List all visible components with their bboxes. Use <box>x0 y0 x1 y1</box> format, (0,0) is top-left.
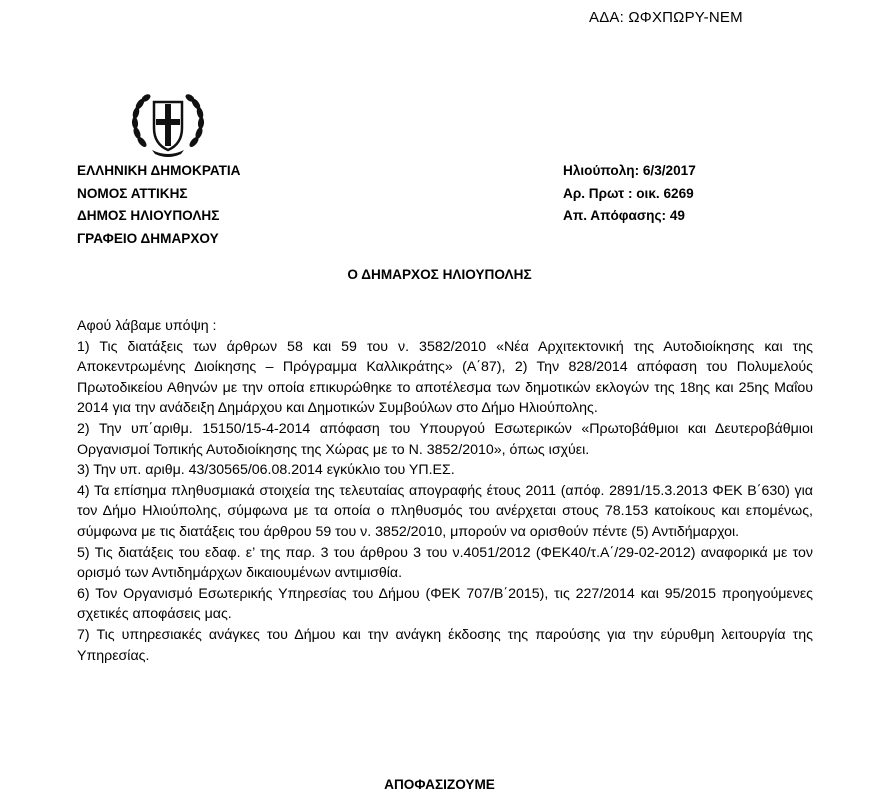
office-line: ΓΡΑΦΕΙΟ ΔΗΜΑΡΧΟΥ <box>77 230 219 246</box>
consideration-item-5: 5) Τις διατάξεις του εδαφ. ε’ της παρ. 3 του άρθρου 3 του ν.4051/2012 (ΦΕΚ40/τ.Α΄/29-02-2012) αναφορικά με τον ορισμό των Αντιδημάρχων δικαιουμένων αντιμισθία. <box>77 544 813 582</box>
considerations <box>77 316 813 666</box>
protocol-number: Αρ. Πρωτ : οικ. 6269 <box>563 185 694 201</box>
consideration-item-4: 4) Τα επίσημα πληθυσμιακά στοιχεία της τελευταίας απογραφής έτους 2011 (απόφ. 2891/15.3.2013 ΦΕΚ Β΄630) για τον Δήμο Ηλιούπολης, σύμφωνα με τα οποία ο πληθυσμός του ανέρχεται στους 78.153 κατοίκους και επομένως, σύμφωνα με τις διατάξεις του άρθρου 59 του ν. 3852/2010, μπορούν να ορισθούν πέντε (5) Αντιδήμαρχοι. <box>77 482 813 540</box>
consideration-item-2: 2) Την υπ΄αριθμ. 15150/15-4-2014 απόφαση του Υπουργού Εσωτερικών «Πρωτοβάθμιοι και Δευτεροβάθμιοι Οργανισμοί Τοπικής Αυτοδιοίκησης της Χώρας με το Ν. 3852/2010», όπως ισχύει. <box>77 420 813 458</box>
consideration-item-7: 7) Τις υπηρεσιακές ανάγκες του Δήμου και την ανάγκη έκδοσης της παρούσης για την εύρυθμη λειτουργία της Υπηρεσίας. <box>77 626 813 664</box>
ada-code: ΑΔΑ: ΩΦΧΠΩΡΥ-ΝΕΜ <box>589 9 743 26</box>
consideration-item-1: 1) Τις διατάξεις των άρθρων 58 και 59 του ν. 3582/2010 «Νέα Αρχιτεκτονική της Αυτοδιοίκησης και της Αποκεντρωμένης Διοίκησης – Πρόγραμμα Καλλικράτης» (Α΄87), 2) Την 828/2014 απόφαση του Πολυμελούς Πρωτοδικείου Αθηνών με την οποία επικυρώθηκε το αποτέλεσμα των δημοτικών εκλογών της 18ης και 25ης Μαΐου 2014 για την ανάδειξη Δημάρχου και Δημοτικών Συμβούλων στο Δήμο Ηλιούπολης. <box>77 338 813 417</box>
date-line: Ηλιούπολη: 6/3/2017 <box>563 163 696 178</box>
country-line: ΕΛΛΗΝΙΚΗ ΔΗΜΟΚΡΑΤΙΑ <box>77 163 241 178</box>
document-meta <box>563 160 696 228</box>
intro-text: Αφού λάβαμε υπόψη : <box>77 318 217 334</box>
prefecture-line: ΝΟΜΟΣ ΑΤΤΙΚΗΣ <box>77 185 188 201</box>
consideration-item-3: 3) Την υπ. αριθμ. 43/30565/06.08.2014 εγκύκλιο του ΥΠ.ΕΣ. <box>77 462 455 479</box>
decision-number: Απ. Απόφασης: 49 <box>563 208 685 223</box>
consideration-item-6: 6) Τον Οργανισμό Εσωτερικής Υπηρεσίας του Δήμου (ΦΕΚ 707/Β΄2015), τις 227/2014 και 95/2015 προηγούμενες σχετικές αποφάσεις μας. <box>77 585 813 623</box>
greek-emblem-icon <box>126 92 210 160</box>
municipality-line: ΔΗΜΟΣ ΗΛΙΟΥΠΟΛΗΣ <box>77 208 220 223</box>
issuer-header <box>77 160 240 250</box>
decision-heading: ΑΠΟΦΑΣΙΖΟΥΜΕ <box>384 777 495 792</box>
page-title: Ο ΔΗΜΑΡΧΟΣ ΗΛΙΟΥΠΟΛΗΣ <box>347 267 532 282</box>
